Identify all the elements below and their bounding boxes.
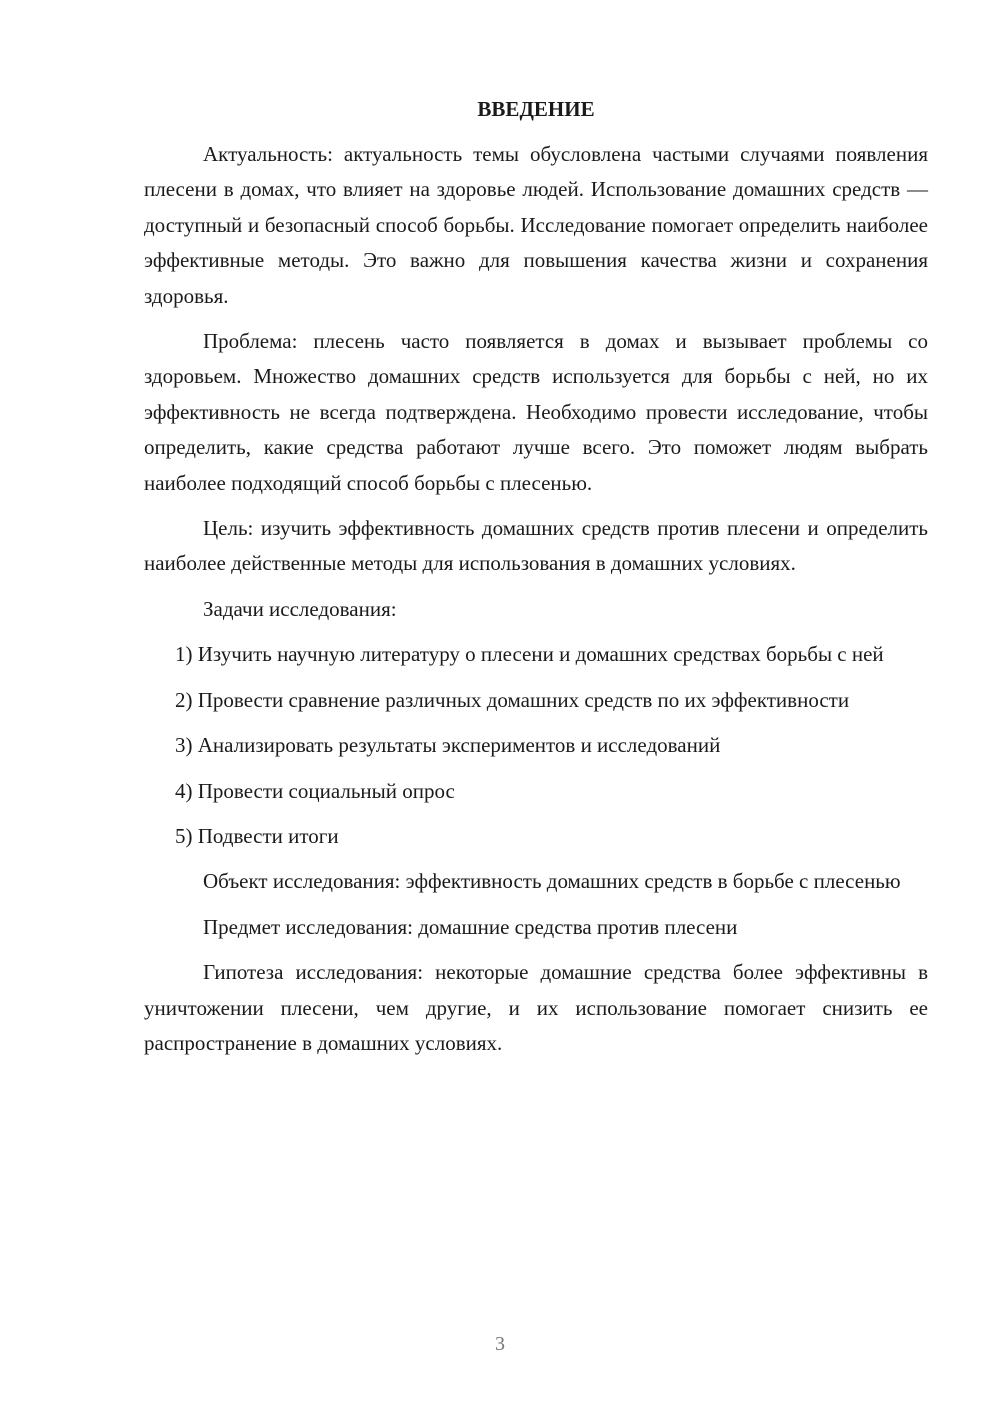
paragraph-relevance: Актуальность: актуальность темы обусловлена частыми случаями появления плесени в домах, что влияет на здоровье людей. Использование домашних средств — доступный и безопасный способ борьбы. Исследование помогает определить наиболее эффективные методы. Это важно для повышения качества жизни и сохранения здоровья. xyxy=(144,142,928,308)
page-body xyxy=(144,92,928,1071)
paragraph-hypothesis: Гипотеза исследования: некоторые домашние средства более эффективны в уничтожении плесени, чем другие, и их использование помогает снизить ее распространение в домашних условиях. xyxy=(144,960,928,1055)
paragraph-tasks-heading: Задачи исследования: xyxy=(203,596,397,621)
task-item: 4) Провести социальный опрос xyxy=(175,778,455,803)
paragraph-problem: Проблема: плесень часто появляется в домах и вызывает проблемы со здоровьем. Множество домашних средств используется для борьбы с ней, но их эффективность не всегда подтверждена. Необходимо провести исследование, чтобы определить, какие средства работают лучше всего. Это поможет людям выбрать наиболее подходящий способ борьбы с плесенью. xyxy=(144,329,928,495)
task-item: 3) Анализировать результаты экспериментов и исследований xyxy=(175,733,721,758)
paragraph-object: Объект исследования: эффективность домашних средств в борьбе с плесенью xyxy=(203,869,901,894)
paragraph-subject: Предмет исследования: домашние средства против плесени xyxy=(203,914,738,939)
paragraph-goal: Цель: изучить эффективность домашних средств против плесени и определить наиболее действенные методы для использования в домашних условиях. xyxy=(144,516,928,576)
page-number: 3 xyxy=(495,1333,505,1355)
task-item: 5) Подвести итоги xyxy=(175,823,339,848)
task-item: 1) Изучить научную литературу о плесени и домашних средствах борьбы с ней xyxy=(175,642,884,667)
section-title: ВВЕДЕНИЕ xyxy=(477,97,595,121)
task-item: 2) Провести сравнение различных домашних средств по их эффективности xyxy=(175,687,850,712)
